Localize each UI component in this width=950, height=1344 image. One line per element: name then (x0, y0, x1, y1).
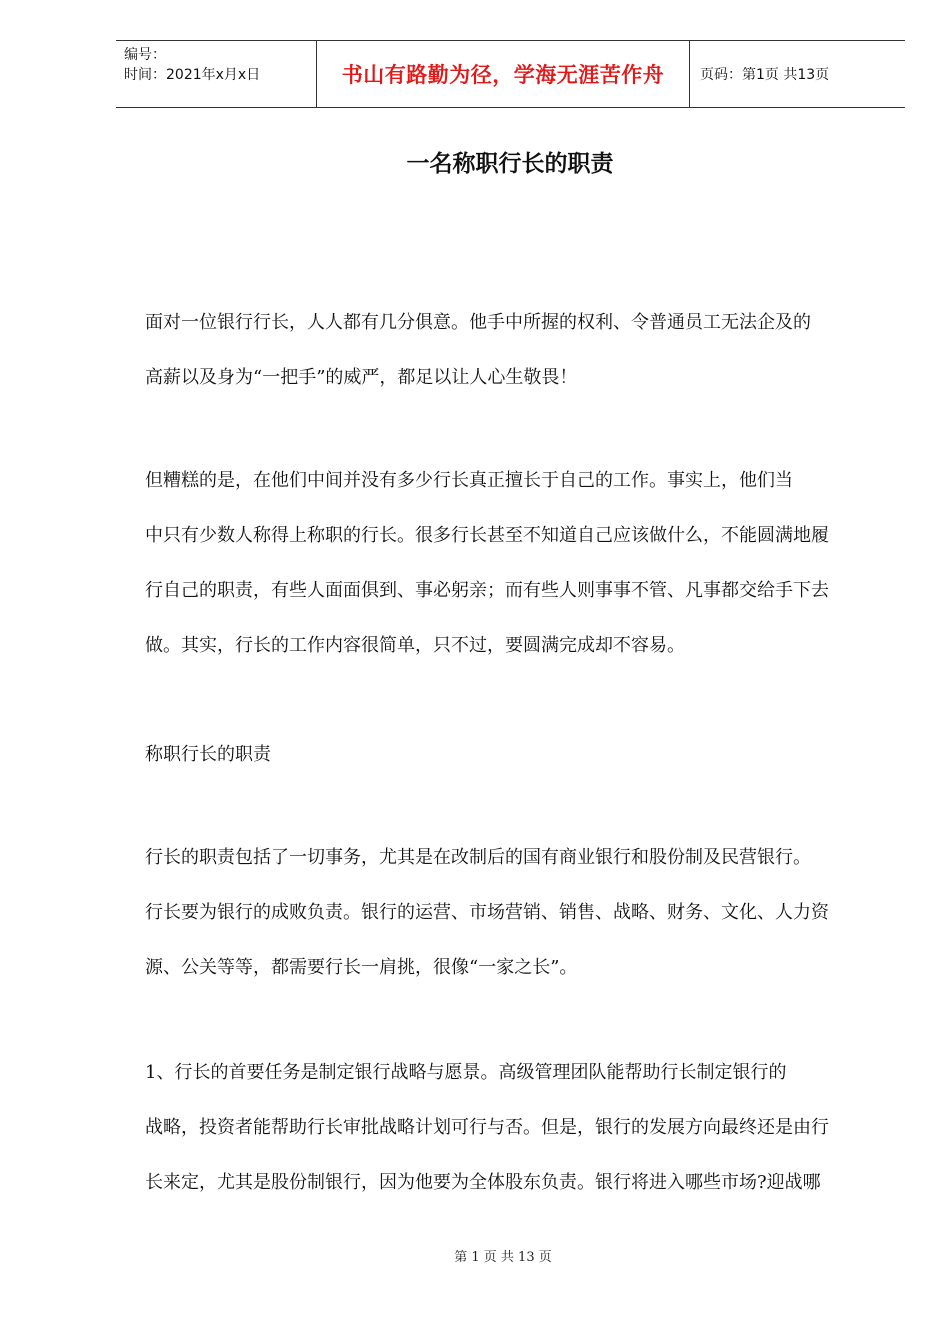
paragraph-line: 战略，投资者能帮助行长审批战略计划可行与否。但是，银行的发展方向最终还是由行 (145, 1117, 829, 1138)
header-page-info: 页码：第1页 共13页 (700, 67, 830, 83)
paragraph-line: 中只有少数人称得上称职的行长。很多行长甚至不知道自己应该做什么，不能圆满地履 (145, 525, 829, 546)
paragraph (145, 1045, 890, 1210)
serial-label: 编号： (124, 47, 166, 63)
paragraph-line: 但糟糕的是，在他们中间并没有多少行长真正擅长于自己的工作。事实上，他们当 (145, 470, 793, 491)
time-label: 时间：2021年x月x日 (124, 67, 261, 83)
paragraph-line: 行自己的职责，有些人面面俱到、事必躬亲；而有些人则事事不管、凡事都交给手下去 (145, 580, 829, 601)
paragraph-line: 行长的职责包括了一切事务，尤其是在改制后的国有商业银行和股份制及民营银行。 (145, 847, 811, 868)
document-title: 一名称职行长的职责 (406, 151, 614, 177)
header-table (116, 40, 905, 108)
header-motto-cell (316, 41, 690, 107)
page-footer: 第 1 页 共 13 页 (454, 1250, 552, 1265)
paragraph-line: 行长要为银行的成败负责。银行的运营、市场营销、销售、战略、财务、文化、人力资 (145, 902, 829, 923)
paragraph-line: 源、公关等等，都需要行长一肩挑，很像“一家之长”。 (145, 957, 578, 978)
paragraph-line: 高薪以及身为“一把手”的威严，都足以让人心生敬畏！ (145, 367, 578, 388)
section-heading (145, 727, 890, 782)
paragraph-line: 1、行长的首要任务是制定银行战略与愿景。高级管理团队能帮助行长制定银行的 (145, 1062, 787, 1083)
paragraph-line: 做。其实，行长的工作内容很简单，只不过，要圆满完成却不容易。 (145, 635, 685, 656)
paragraph (145, 453, 890, 673)
paragraph-line: 长来定，尤其是股份制银行，因为他要为全体股东负责。银行将进入哪些市场?迎战哪 (145, 1172, 821, 1193)
motto-text: 书山有路勤为径，学海无涯苦作舟 (341, 63, 665, 87)
header-meta (116, 41, 316, 107)
paragraph-line: 面对一位银行行长，人人都有几分俱意。他手中所握的权利、令普通员工无法企及的 (145, 312, 811, 333)
paragraph (145, 295, 890, 405)
paragraph-line: 称职行长的职责 (145, 744, 271, 765)
paragraph (145, 830, 890, 995)
